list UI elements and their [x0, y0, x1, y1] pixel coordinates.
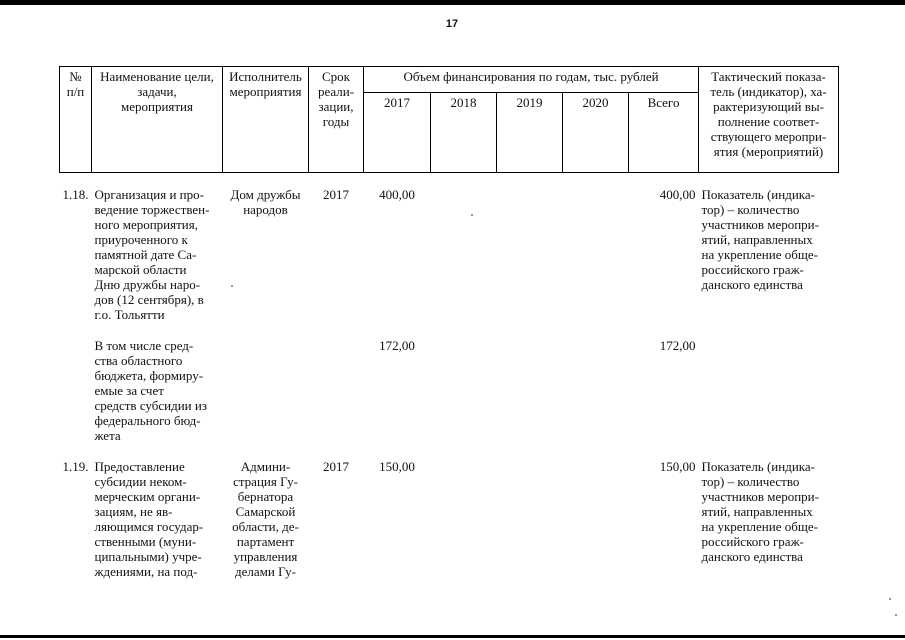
row-number: 1.19. — [62, 459, 89, 474]
row-term — [309, 336, 364, 445]
row-executor: Админи- страция Гу- бернатора Самарской области, де- партамент управления делами Гу- — [232, 459, 299, 579]
row-value-2019 — [497, 336, 563, 445]
header-total: Всего — [629, 93, 699, 173]
table-row — [60, 185, 839, 324]
header-year-2020: 2020 — [563, 93, 629, 173]
header-goal: Наименование цели, задачи, мероприятия — [92, 67, 223, 173]
header-indicator: Тактический показа- тель (индикатор), ха- рактеризующий вы- полнение соответ- ствующего меропри- ятия (мероприятий) — [699, 67, 839, 173]
row-name: В том числе сред- ства областного бюджета, формиру- емые за счет средств субсидии из федерального бюд- жета — [94, 338, 207, 443]
row-value-2018 — [431, 457, 497, 581]
header-term: Срок реали- зации, годы — [309, 67, 364, 173]
row-value-2018 — [431, 185, 497, 324]
row-value-2017: 172,00 — [379, 338, 415, 353]
row-value-2020 — [563, 336, 629, 445]
header-year-2017: 2017 — [364, 93, 431, 173]
row-value-2020 — [563, 185, 629, 324]
row-term: 2017 — [323, 187, 349, 202]
header-no: № п/п — [60, 67, 92, 173]
row-executor: Дом дружбы народов — [230, 187, 301, 217]
header-year-2018: 2018 — [431, 93, 497, 173]
row-indicator: Показатель (индика- тор) – количество участников меропри- ятий, направленных на укрепление обще- российского граж- данского единства — [701, 187, 819, 292]
row-value-2017: 400,00 — [379, 187, 415, 202]
row-term: 2017 — [323, 459, 349, 474]
bottom-border — [0, 635, 905, 638]
header-year-2019: 2019 — [497, 93, 563, 173]
scan-speck — [471, 214, 473, 216]
row-indicator: Показатель (индика- тор) – количество участников меропри- ятий, направленных на укрепление обще- российского граж- данского единства — [701, 459, 819, 564]
funding-table — [59, 66, 839, 581]
table-row — [60, 336, 839, 445]
row-total: 172,00 — [659, 338, 696, 353]
row-name: Организация и про- ведение торжествен- ного мероприятия, приуроченного к памятной дате Са- марской области Дню дружбы наро- дов (12 сентября), в г.о. Тольятти — [94, 187, 210, 322]
header-funding: Объем финансирования по годам, тыс. рублей — [364, 67, 699, 93]
page-number: 17 — [445, 18, 459, 30]
row-value-2018 — [431, 336, 497, 445]
row-value-2017: 150,00 — [379, 459, 415, 474]
top-border — [0, 0, 905, 5]
row-executor — [223, 336, 309, 445]
row-value-2019 — [497, 457, 563, 581]
row-number: 1.18. — [62, 187, 89, 202]
row-value-2019 — [497, 185, 563, 324]
table-row — [60, 457, 839, 581]
scan-speck — [895, 614, 897, 616]
row-name: Предоставление субсидии неком- мерческим органи- зациям, не яв- ляющимся государ- ственными (муни- ципальными) учре- ждениями, на под- — [94, 459, 204, 579]
scan-speck — [889, 598, 891, 600]
row-number — [60, 336, 92, 445]
row-indicator — [699, 336, 839, 445]
row-total: 400,00 — [659, 187, 696, 202]
header-executor: Исполнитель мероприятия — [223, 67, 309, 173]
row-value-2020 — [563, 457, 629, 581]
row-total: 150,00 — [659, 459, 696, 474]
scan-speck — [231, 285, 233, 287]
